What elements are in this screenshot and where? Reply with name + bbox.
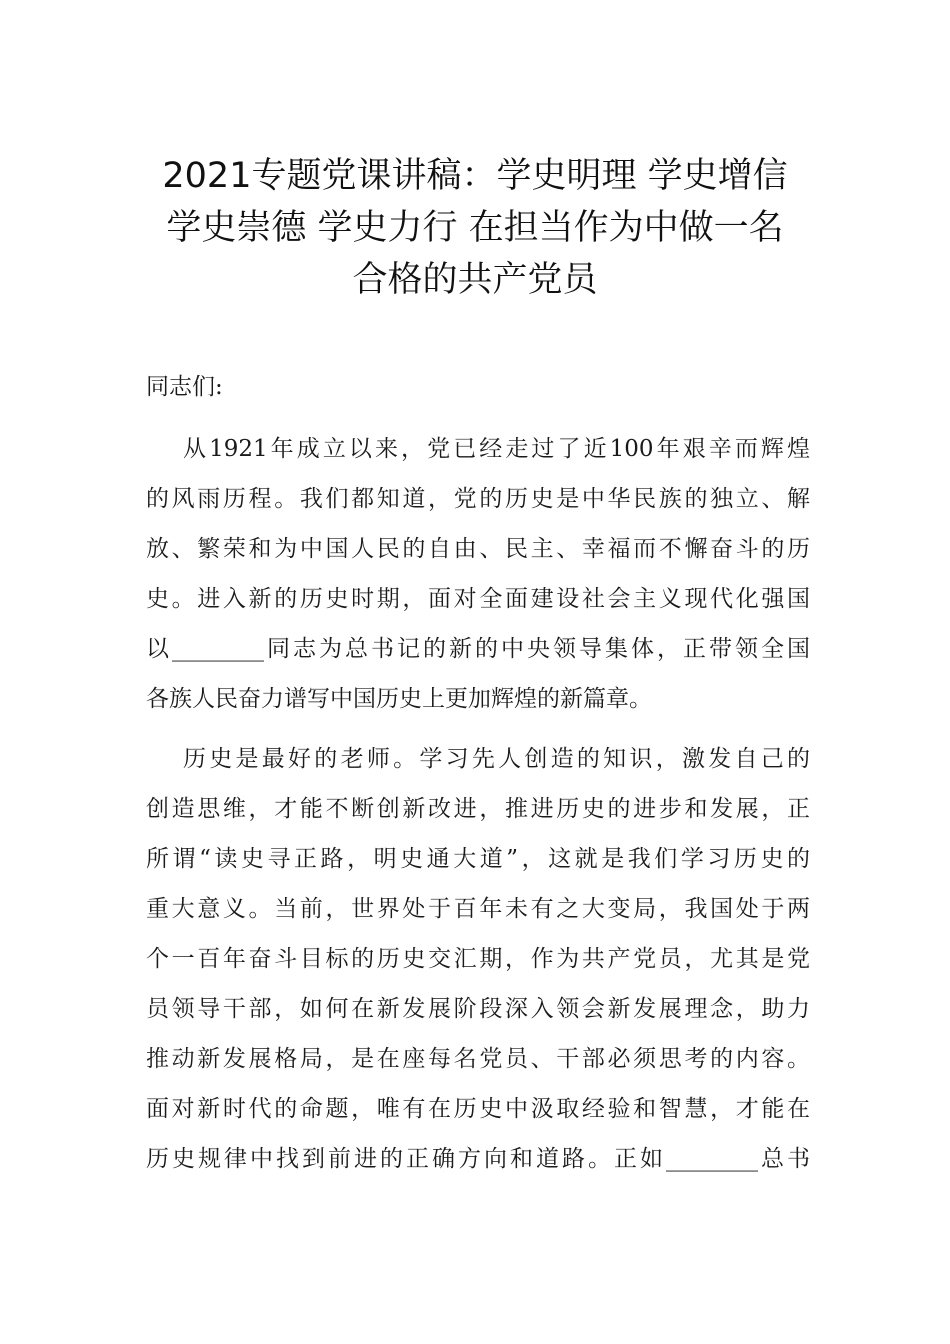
- paragraph-line: 员领导干部，如何在新发展阶段深入领会新发展理念，助力: [146, 996, 810, 1022]
- title-line-3: 合格的共产党员: [352, 260, 598, 300]
- paragraph-line: 所谓“读史寻正路，明史通大道”，这就是我们学习历史的: [146, 846, 810, 872]
- paragraph-1: [146, 424, 810, 724]
- paragraph-line: 的风雨历程。我们都知道，党的历史是中华民族的独立、解: [146, 486, 810, 512]
- paragraph-2: [146, 734, 810, 1184]
- title-line-2: 学史崇德 学史力行 在担当作为中做一名: [166, 208, 784, 248]
- paragraph-line: 放、繁荣和为中国人民的自由、民主、幸福而不懈奋斗的历: [146, 536, 810, 562]
- salutation: 同志们:: [146, 374, 223, 400]
- paragraph-line: 历史规律中找到前进的正确方向和道路。正如________总书: [146, 1146, 810, 1172]
- paragraph-line: 推动新发展格局，是在座每名党员、干部必须思考的内容。: [146, 1046, 810, 1072]
- paragraph-line: 重大意义。当前，世界处于百年未有之大变局，我国处于两: [146, 896, 810, 922]
- document-title: [120, 150, 830, 306]
- paragraph-line: 各族人民奋力谱写中国历史上更加辉煌的新篇章。: [146, 686, 652, 712]
- paragraph-line: 从1921年成立以来，党已经走过了近100年艰辛而辉煌: [183, 436, 810, 462]
- paragraph-line: 个一百年奋斗目标的历史交汇期，作为共产党员，尤其是党: [146, 946, 810, 972]
- paragraph-line: 以________同志为总书记的新的中央领导集体，正带领全国: [146, 636, 810, 662]
- title-line-1: 2021专题党课讲稿：学史明理 学史增信: [162, 156, 788, 196]
- paragraph-line: 面对新时代的命题，唯有在历史中汲取经验和智慧，才能在: [146, 1096, 810, 1122]
- paragraph-line: 史。进入新的历史时期，面对全面建设社会主义现代化强国: [146, 586, 810, 612]
- paragraph-line: 历史是最好的老师。学习先人创造的知识，激发自己的: [183, 746, 810, 772]
- paragraph-line: 创造思维，才能不断创新改进，推进历史的进步和发展，正: [146, 796, 810, 822]
